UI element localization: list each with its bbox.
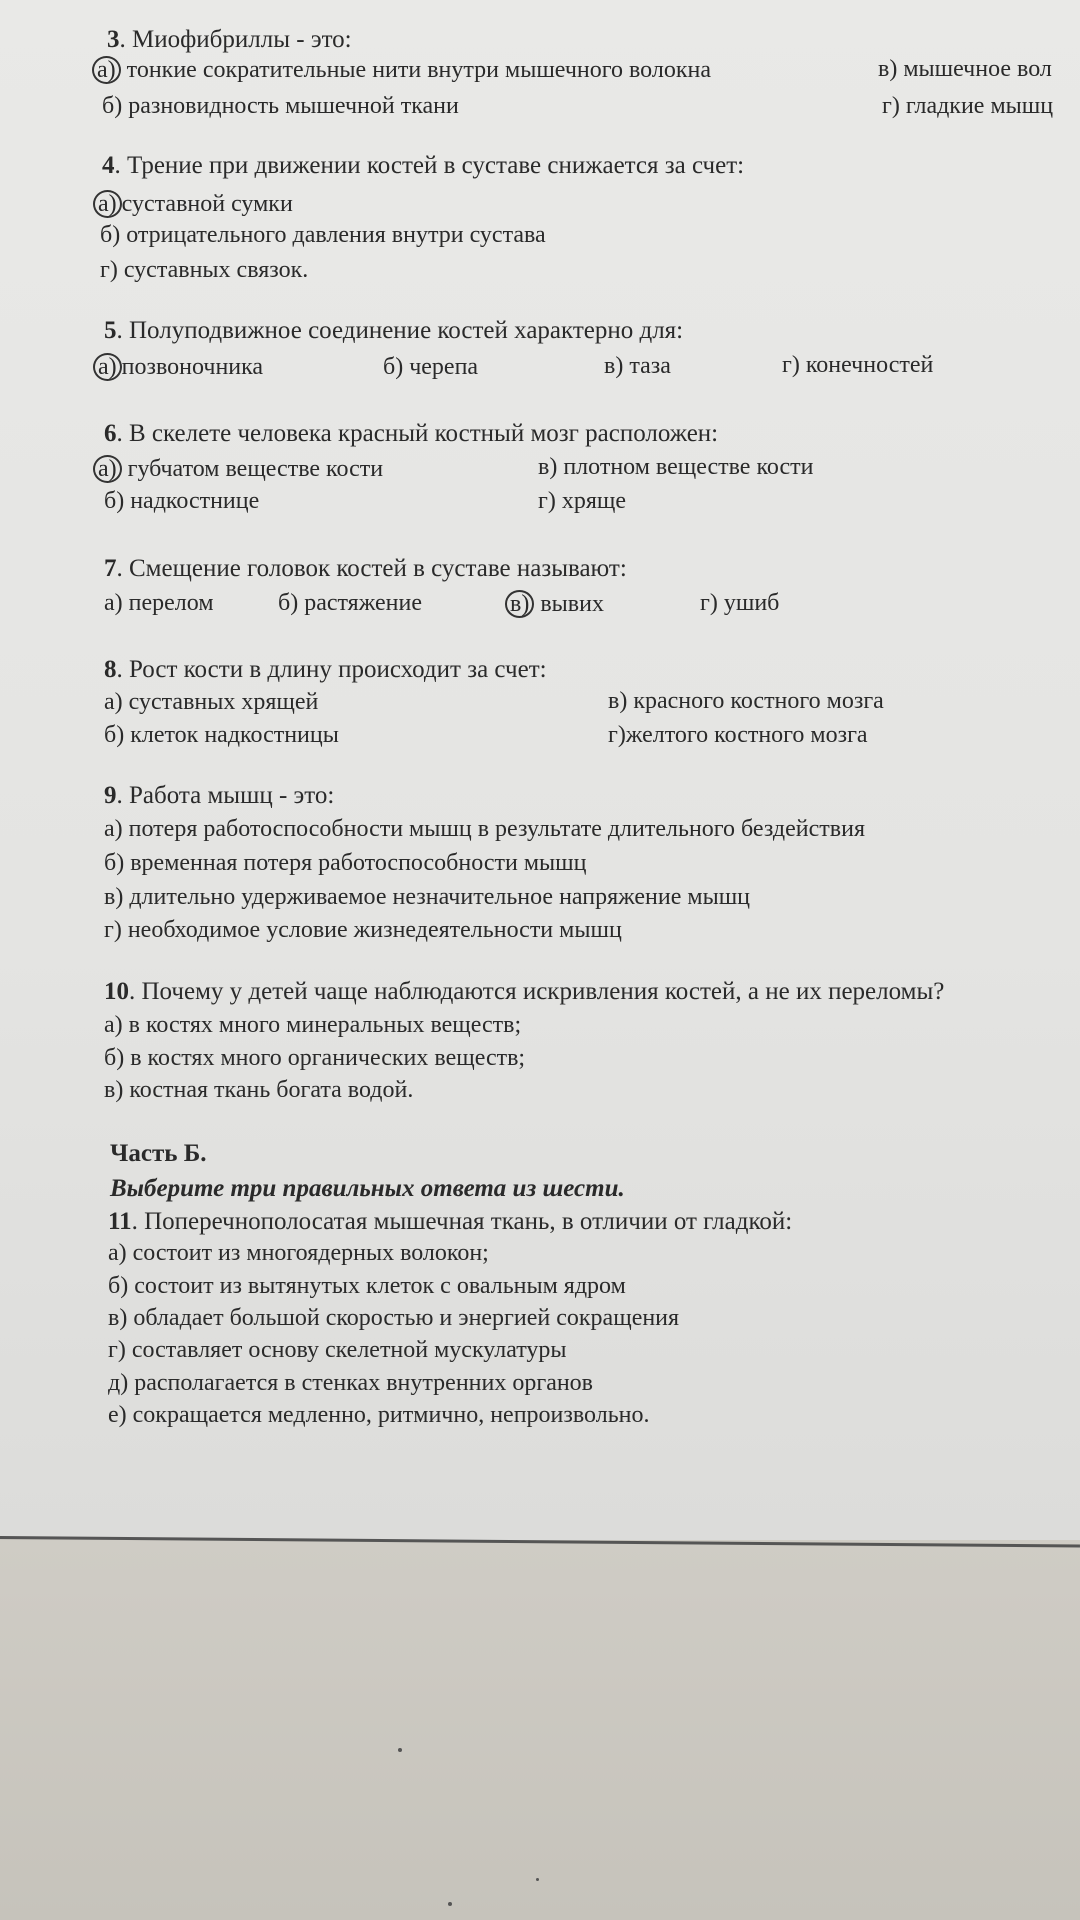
- question-text: . Миофибриллы - это:: [119, 26, 352, 53]
- question-number: 3: [107, 26, 120, 53]
- question-text: . Полуподвижное соединение костей характерно для:: [116, 317, 684, 344]
- question-5-title: [104, 317, 683, 345]
- option-c: в) красного костного мозга: [608, 688, 884, 714]
- option-c: в) обладает большой скоростью и энергией сокращения: [108, 1305, 680, 1331]
- option-text: позвоночника: [121, 354, 264, 380]
- option-text: губчатом веществе кости: [127, 456, 384, 482]
- option-b: б) растяжение: [278, 590, 422, 616]
- option-b: б) надкостнице: [104, 488, 260, 514]
- question-number: 8: [104, 656, 117, 683]
- answer-circle-mark: в): [505, 590, 534, 618]
- question-6-title: [104, 420, 718, 448]
- option-c: в) мышечное вол: [878, 56, 1052, 82]
- question-number: 7: [104, 555, 117, 582]
- option-text: тонкие сократительные нити внутри мышечного волокна: [126, 57, 711, 83]
- option-b: б) временная потеря работоспособности мышц: [104, 850, 587, 876]
- option-d: г) ушиб: [700, 590, 780, 616]
- answer-circle-mark: а): [92, 56, 121, 84]
- question-text: . Работа мышц - это:: [116, 782, 335, 809]
- question-10-title: [104, 978, 944, 1006]
- part-b-instruction: Выберите три правильных ответа из шести.: [110, 1175, 625, 1202]
- option-a: а) перелом: [104, 590, 214, 616]
- table-speck: [448, 1902, 452, 1906]
- option-d: г) необходимое условие жизнедеятельности мышц: [104, 917, 622, 943]
- question-8-title: [104, 656, 547, 684]
- option-f: е) сокращается медленно, ритмично, непроизвольно.: [108, 1402, 650, 1428]
- option-a: а) суставных хрящей: [104, 689, 319, 715]
- part-b-heading: Часть Б.: [110, 1140, 207, 1167]
- option-c: в) плотном веществе кости: [538, 454, 814, 480]
- question-11-title: [108, 1208, 792, 1236]
- question-number: 9: [104, 782, 117, 809]
- question-text: . В скелете человека красный костный мозг расположен:: [116, 420, 719, 447]
- option-a: [98, 353, 263, 381]
- option-c: в) длительно удерживаемое незначительное напряжение мышц: [104, 884, 751, 910]
- question-text: . Смещение головок костей в суставе называют:: [116, 555, 627, 582]
- option-d: г)желтого костного мозга: [608, 722, 868, 748]
- question-number: 4: [102, 152, 115, 179]
- option-c: в) костная ткань богата водой.: [104, 1077, 414, 1103]
- option-a: [97, 56, 711, 84]
- question-9-title: [104, 782, 334, 810]
- question-number: 6: [104, 420, 117, 447]
- option-b: б) отрицательного давления внутри сустава: [100, 222, 546, 248]
- option-b: б) состоит из вытянутых клеток с овальным ядром: [108, 1273, 626, 1299]
- question-text: . Рост кости в длину происходит за счет:: [116, 656, 547, 683]
- question-text: . Почему у детей чаще наблюдаются искривления костей, а не их переломы?: [129, 978, 945, 1005]
- option-d: г) суставных связок.: [100, 257, 309, 283]
- answer-circle-mark: а): [93, 455, 122, 483]
- option-a: а) состоит из многоядерных волокон;: [108, 1240, 489, 1266]
- question-7-title: [104, 555, 627, 583]
- option-d: г) составляет основу скелетной мускулатуры: [108, 1337, 567, 1363]
- table-speck: [536, 1878, 539, 1881]
- option-a: [98, 190, 293, 218]
- option-a: а) потеря работоспособности мышц в результате длительного бездействия: [104, 816, 865, 842]
- option-b: б) клеток надкостницы: [104, 722, 339, 748]
- option-text: вывих: [540, 591, 604, 617]
- option-a: а) в костях много минеральных веществ;: [104, 1012, 522, 1038]
- question-text: . Трение при движении костей в суставе снижается за счет:: [114, 152, 745, 179]
- option-d: г) конечностей: [782, 352, 934, 378]
- option-b: б) черепа: [383, 354, 479, 380]
- question-3-title: [107, 26, 352, 54]
- table-speck: [398, 1748, 402, 1752]
- question-text: . Поперечнополосатая мышечная ткань, в отличии от гладкой:: [131, 1208, 793, 1235]
- answer-circle-mark: а): [93, 190, 122, 218]
- option-d: г) хряще: [538, 488, 627, 514]
- option-c: в) таза: [604, 353, 671, 379]
- question-4-title: [102, 152, 744, 180]
- option-e: д) располагается в стенках внутренних органов: [108, 1370, 594, 1396]
- question-number: 10: [104, 978, 129, 1005]
- option-a: [98, 455, 383, 483]
- option-b: б) разновидность мышечной ткани: [102, 93, 459, 119]
- question-number: 5: [104, 317, 117, 344]
- question-number: 11: [108, 1208, 132, 1235]
- option-c: [510, 590, 604, 618]
- option-text: суставной сумки: [121, 191, 293, 217]
- option-d: г) гладкие мышц: [882, 93, 1054, 119]
- table-surface: [0, 1540, 1080, 1920]
- answer-circle-mark: а): [93, 353, 122, 381]
- option-b: б) в костях много органических веществ;: [104, 1045, 526, 1071]
